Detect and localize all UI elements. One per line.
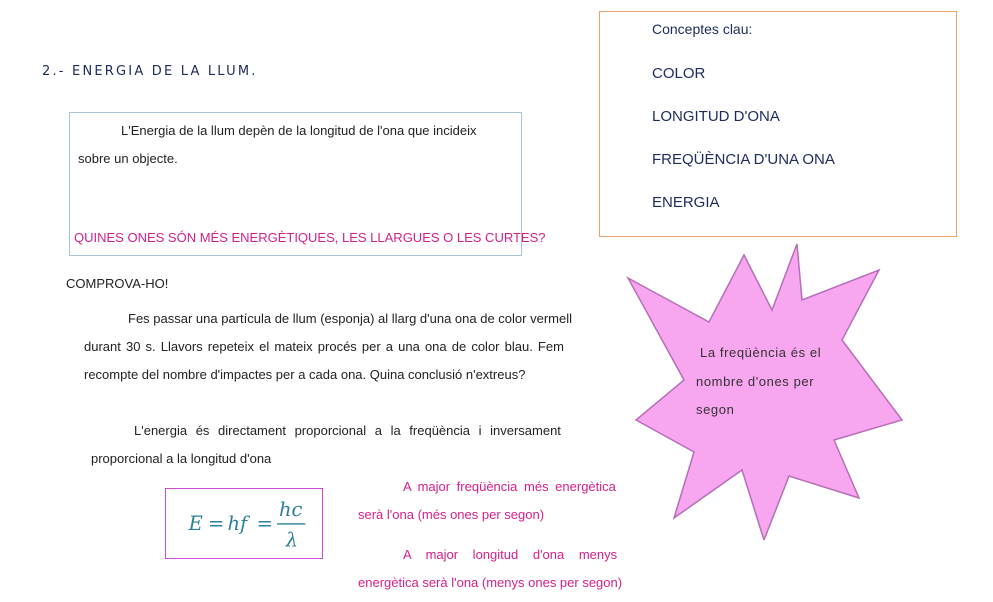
proportionality-line-2: proporcional a la longitud d'ona [91, 451, 272, 466]
intro-text-line-1: L'Energia de la llum depèn de la longitud de l'ona que incideix [121, 123, 477, 138]
frequency-star-callout [624, 240, 904, 540]
experiment-line-1: Fes passar una partícula de llum (esponja) al llarg d'una ona de color vermell [128, 311, 572, 326]
concept-item: ENERGIA [652, 194, 720, 211]
frequency-note-line-1: A major freqüència més energètica [403, 479, 616, 494]
formula-energy: E [188, 511, 203, 535]
check-it-label: COMPROVA-HO! [66, 276, 169, 291]
experiment-line-2: durant 30 s. Llavors repeteix el mateix procés per a una ona de color blau. Fem [84, 339, 564, 354]
energy-formula-box [165, 488, 323, 559]
formula-hf: hf [227, 511, 248, 535]
question-text: QUINES ONES SÓN MÉS ENERGÈTIQUES, LES LLARGUES O LES CURTES? [74, 230, 546, 245]
star-shape [628, 244, 902, 540]
section-title: 2.- ENERGIA DE LA LLUM. [42, 64, 258, 79]
formula-numerator: hc [278, 498, 303, 522]
formula-equals: = [208, 511, 225, 535]
star-text-line-3: segon [696, 402, 735, 417]
star-text-line-1: La freqüència és el [700, 345, 822, 360]
proportionality-line-1: L'energia és directament proporcional a la freqüència i inversament [134, 423, 561, 438]
formula-denominator: λ [285, 528, 299, 552]
key-concepts-heading: Conceptes clau: [652, 21, 753, 37]
intro-text-line-2: sobre un objecte. [78, 151, 178, 166]
concept-item: COLOR [652, 65, 706, 82]
wavelength-note-line-1: A major longitud d'ona menys [403, 547, 618, 562]
star-text-line-2: nombre d'ones per [696, 374, 815, 389]
formula-equals: = [256, 511, 273, 535]
experiment-line-3: recompte del nombre d'impactes per a cada ona. Quina conclusió n'extreus? [84, 367, 526, 382]
energy-formula [166, 489, 322, 558]
concept-item: LONGITUD D'ONA [652, 108, 780, 125]
wavelength-note-line-2: energètica serà l'ona (menys ones per segon) [358, 575, 623, 590]
frequency-note-line-2: serà l'ona (més ones per segon) [358, 507, 545, 522]
concept-item: FREQÜÈNCIA D'UNA ONA [652, 151, 835, 168]
